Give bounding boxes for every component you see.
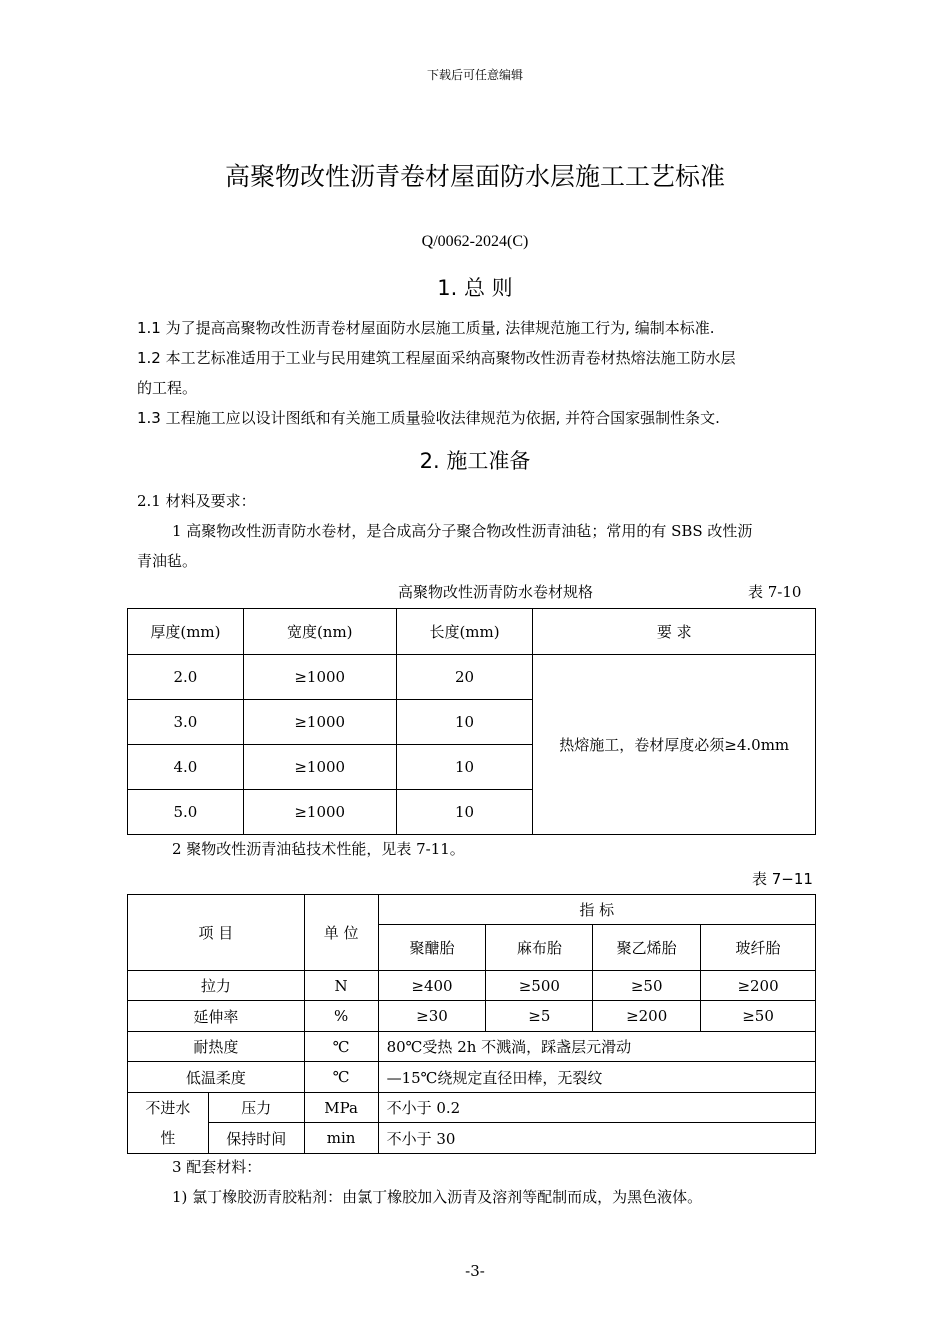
table-2-row-unit: ℃ [304,1032,378,1062]
table-1-cell: ≥1000 [243,790,396,835]
table-2-header-item: 项 目 [128,895,305,971]
table-2-row-item: 压力 [208,1093,304,1123]
table-1-cell: ≥1000 [243,655,396,700]
table-1-caption: 高聚物改性沥青防水卷材规格 [398,583,594,601]
section-1-heading: 1. 总 则 [437,276,513,300]
document-title: 高聚物改性沥青卷材屋面防水层施工工艺标准 [224,162,725,191]
table-2-header-col: 玻纤胎 [701,925,816,971]
table-1-header-requirement: 要 求 [533,609,816,655]
table-2-row-text: 80℃受热 2h 不溅淌，踩盏层元滑动 [378,1032,815,1062]
clause-1-2-cont: 的工程。 [137,379,198,397]
clause-1-2: 1.2 本工艺标准适用于工业与民用建筑工程屋面采纳高聚物改性沥青卷材热熔法施工防水层 [137,349,736,367]
table-1-header-thickness: 厚度(mm) [128,609,244,655]
table-1-cell: 2.0 [128,655,244,700]
paragraph-1-line1: 1 高聚物改性沥青防水卷材，是合成高分子聚合物改性沥青油毡；常用的有 SBS 改性沥 [172,522,753,540]
table-2-row-unit: N [304,971,378,1001]
paragraph-3: 3 配套材料： [172,1158,262,1176]
table-2-row-item: 低温柔度 [128,1062,305,1093]
table-2-row-item: 延伸率 [128,1001,305,1032]
table-2-cell: ≥50 [701,1001,816,1032]
table-1-cell: 20 [396,655,533,700]
table-2-cell: ≥50 [593,971,701,1001]
header-note: 下载后可任意编辑 [426,68,523,82]
table-2-row-text: —15℃绕规定直径田棒，无裂纹 [378,1062,815,1093]
paragraph-1-line2: 青油毡。 [137,552,198,570]
table-1-cell: 5.0 [128,790,244,835]
table-1 [127,608,816,835]
table-2-header-index: 指 标 [378,895,815,925]
table-1-cell: 10 [396,700,533,745]
table-1-cell: 3.0 [128,700,244,745]
table-2-header-col: 麻布胎 [486,925,593,971]
table-1-header-width: 宽度(nm) [243,609,396,655]
sub-heading-2-1: 2.1 材料及要求： [137,492,256,510]
table-2-number: 表 7−11 [752,870,813,888]
section-2-heading: 2. 施工准备 [419,449,531,473]
clause-1-3: 1.3 工程施工应以设计图纸和有关施工质量验收法律规范为依据, 并符合国家强制性条文. [137,409,720,427]
table-2-cell: ≥200 [593,1001,701,1032]
table-1-number: 表 7-10 [748,583,802,601]
table-1-cell: 10 [396,745,533,790]
table-2-row-unit: ℃ [304,1062,378,1093]
clause-1-1: 1.1 为了提高高聚物改性沥青卷材屋面防水层施工质量, 法律规范施工行为, 编制本标准. [137,319,715,337]
paragraph-2: 2 聚物改性沥青油毡技术性能，见表 7-11。 [172,840,465,858]
table-1-cell: ≥1000 [243,700,396,745]
table-2-header-unit: 单 位 [304,895,378,971]
table-2-row-item: 耐热度 [128,1032,305,1062]
table-1-requirement: 热熔施工，卷材厚度必须≥4.0mm [533,655,816,835]
table-1-cell: 4.0 [128,745,244,790]
table-1-cell: 10 [396,790,533,835]
table-2 [127,894,816,1154]
table-1-header-length: 长度(mm) [396,609,533,655]
table-2-cell: ≥200 [701,971,816,1001]
table-2-cell: ≥500 [486,971,593,1001]
table-1-cell: ≥1000 [243,745,396,790]
table-2-group-line1: 不进水 [145,1099,191,1117]
table-2-row-unit: MPa [304,1093,378,1123]
table-2-header-col: 聚乙烯胎 [593,925,701,971]
table-2-group-line2: 性 [160,1129,176,1147]
table-2-row-unit: % [304,1001,378,1032]
table-2-row-text: 不小于 30 [378,1123,815,1154]
table-2-row-item: 拉力 [128,971,305,1001]
table-2-group-waterproof [128,1093,209,1154]
page-number: -3- [465,1262,485,1280]
table-2-cell: ≥400 [378,971,486,1001]
paragraph-4: 1) 氯丁橡胶沥青胶粘剂：由氯丁橡胶加入沥青及溶剂等配制而成，为黑色液体。 [172,1188,703,1206]
table-2-row-item: 保持时间 [208,1123,304,1154]
table-2-cell: ≥5 [486,1001,593,1032]
document-code: Q/0062-2024(C) [421,233,529,250]
table-2-cell: ≥30 [378,1001,486,1032]
table-2-row-text: 不小于 0.2 [378,1093,815,1123]
table-2-header-col: 聚醣胎 [378,925,486,971]
table-2-row-unit: min [304,1123,378,1154]
